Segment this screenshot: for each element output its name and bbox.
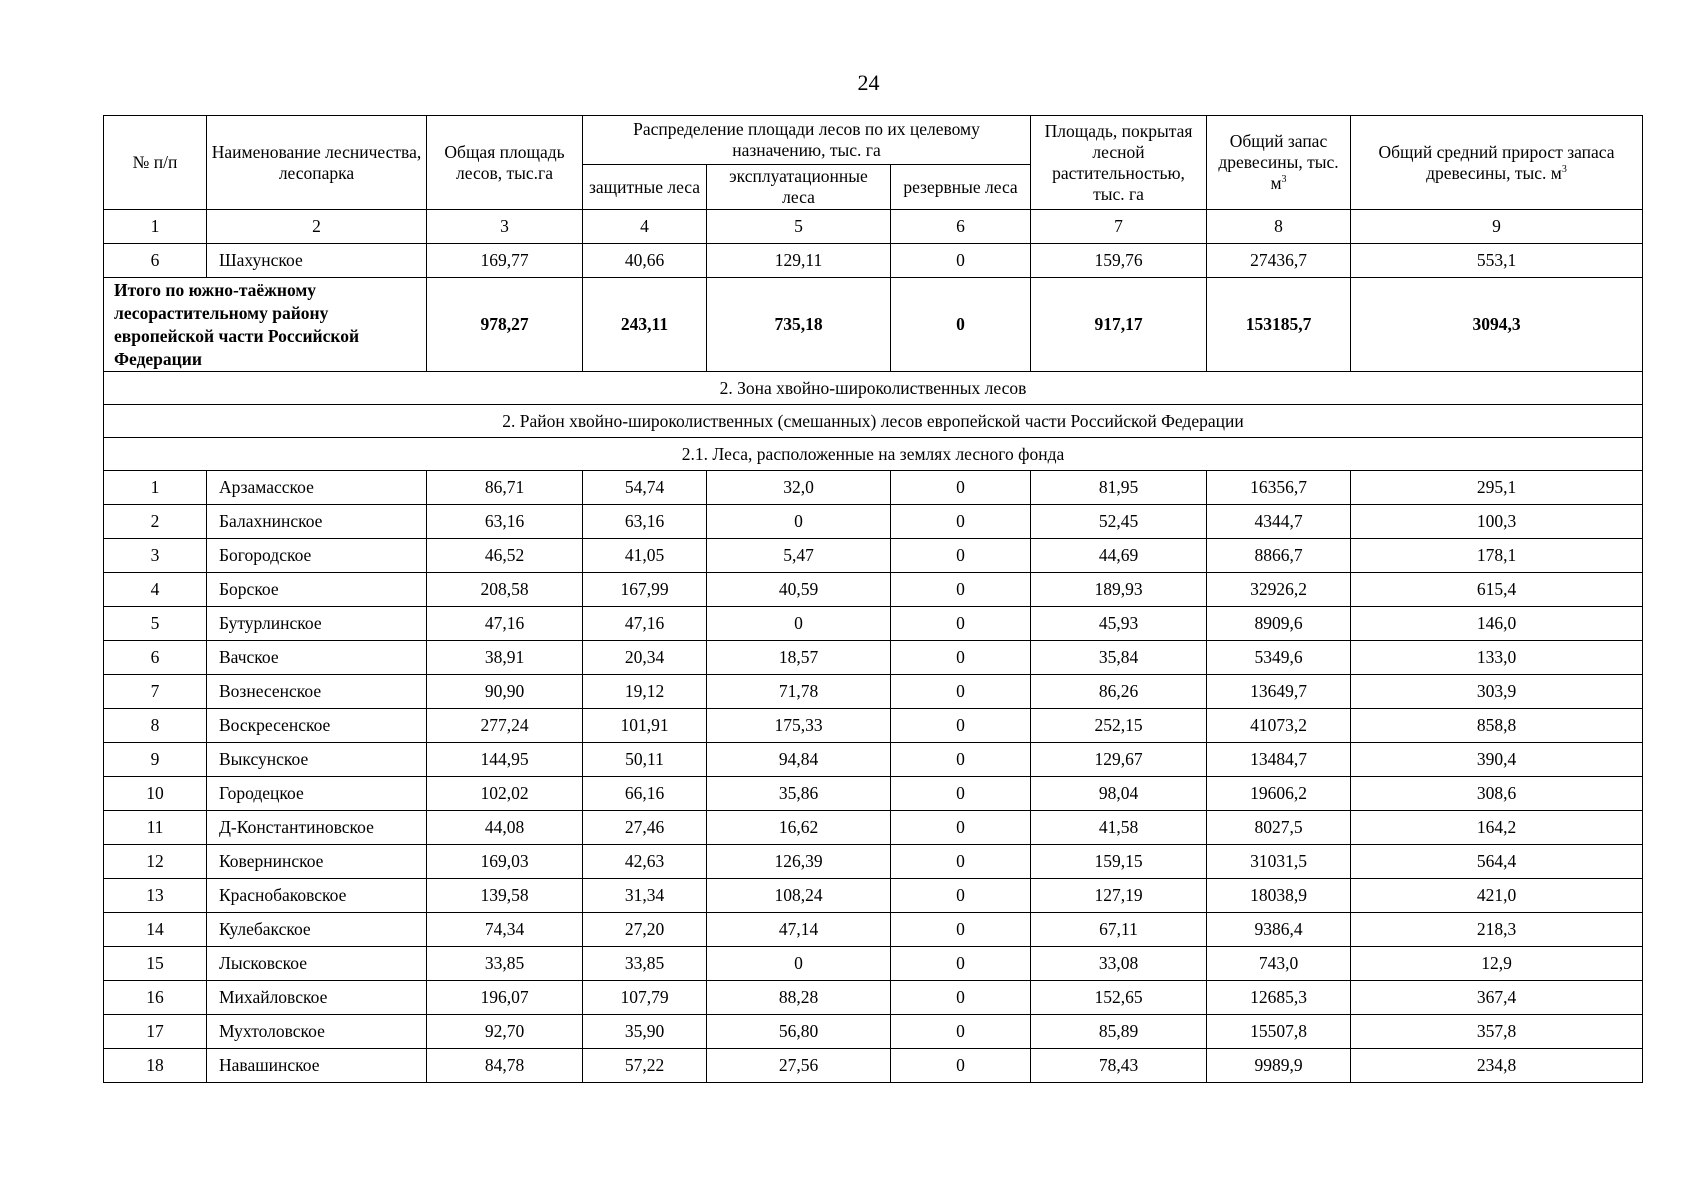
table-row — [104, 471, 1643, 505]
table-cell: 144,95 — [427, 743, 583, 777]
table-cell: 390,4 — [1351, 743, 1643, 777]
table-cell: 2 — [104, 505, 207, 539]
table-cell: 40,66 — [583, 244, 707, 278]
table-cell: 9989,9 — [1207, 1049, 1351, 1083]
header-protective: защитные леса — [583, 165, 707, 210]
column-number: 9 — [1351, 210, 1643, 244]
table-cell: 107,79 — [583, 981, 707, 1015]
table-cell: 74,34 — [427, 913, 583, 947]
forestry-name: Мухтоловское — [207, 1015, 427, 1049]
table-cell: 35,86 — [707, 777, 891, 811]
table-cell: 41,05 — [583, 539, 707, 573]
table-cell: 27,56 — [707, 1049, 891, 1083]
header-growth-text: Общий средний прирост запаса древесины, тыс. м — [1378, 141, 1615, 183]
table-cell: 277,24 — [427, 709, 583, 743]
table-cell: 81,95 — [1031, 471, 1207, 505]
table-cell: 47,16 — [427, 607, 583, 641]
table-cell: 0 — [891, 845, 1031, 879]
table-row — [104, 505, 1643, 539]
table-cell: 5 — [104, 607, 207, 641]
table-cell: 41,58 — [1031, 811, 1207, 845]
table-cell: 47,14 — [707, 913, 891, 947]
table-cell: 139,58 — [427, 879, 583, 913]
table-cell: 100,3 — [1351, 505, 1643, 539]
total-row — [104, 278, 1643, 372]
forestry-name: Михайловское — [207, 981, 427, 1015]
total-value: 153185,7 — [1207, 278, 1351, 372]
total-value: 243,11 — [583, 278, 707, 372]
table-cell: 5349,6 — [1207, 641, 1351, 675]
table-cell: 6 — [104, 244, 207, 278]
total-value: 0 — [891, 278, 1031, 372]
table-cell: 16356,7 — [1207, 471, 1351, 505]
table-cell: 33,85 — [583, 947, 707, 981]
table-cell: 85,89 — [1031, 1015, 1207, 1049]
table-cell: 0 — [891, 947, 1031, 981]
total-value: 978,27 — [427, 278, 583, 372]
table-cell: 63,16 — [583, 505, 707, 539]
table-cell: 167,99 — [583, 573, 707, 607]
table-cell: 133,0 — [1351, 641, 1643, 675]
table-cell: 8 — [104, 709, 207, 743]
table-cell: 743,0 — [1207, 947, 1351, 981]
table-cell: 66,16 — [583, 777, 707, 811]
forestry-name: Воскресенское — [207, 709, 427, 743]
header-reserve: резервные леса — [891, 165, 1031, 210]
table-row — [104, 641, 1643, 675]
forestry-name: Борское — [207, 573, 427, 607]
table-cell: 0 — [891, 471, 1031, 505]
table-cell: 0 — [891, 981, 1031, 1015]
table-cell: 615,4 — [1351, 573, 1643, 607]
forestry-name: Кулебакское — [207, 913, 427, 947]
table-cell: 0 — [891, 573, 1031, 607]
table-cell: 12685,3 — [1207, 981, 1351, 1015]
table-cell: 18038,9 — [1207, 879, 1351, 913]
table-cell: 71,78 — [707, 675, 891, 709]
table-cell: 0 — [891, 1015, 1031, 1049]
table-cell: 0 — [707, 947, 891, 981]
table-cell: 44,69 — [1031, 539, 1207, 573]
table-cell: 11 — [104, 811, 207, 845]
table-cell: 12,9 — [1351, 947, 1643, 981]
table-cell: 102,02 — [427, 777, 583, 811]
table-cell: 189,93 — [1031, 573, 1207, 607]
table-cell: 421,0 — [1351, 879, 1643, 913]
forestry-name: Бутурлинское — [207, 607, 427, 641]
table-cell: 0 — [891, 811, 1031, 845]
table-cell: 0 — [891, 913, 1031, 947]
forestry-name: Арзамасское — [207, 471, 427, 505]
table-cell: 5,47 — [707, 539, 891, 573]
forestry-name: Балахнинское — [207, 505, 427, 539]
table-cell: 90,90 — [427, 675, 583, 709]
column-number: 4 — [583, 210, 707, 244]
table-cell: 13 — [104, 879, 207, 913]
table-cell: 146,0 — [1351, 607, 1643, 641]
table-cell: 234,8 — [1351, 1049, 1643, 1083]
table-cell: 10 — [104, 777, 207, 811]
total-label: Итого по южно-таёжному лесорастительному району европейской части Российской Федерации — [104, 278, 427, 372]
table-cell: 47,16 — [583, 607, 707, 641]
forestry-name: Шахунское — [207, 244, 427, 278]
table-cell: 0 — [891, 777, 1031, 811]
table-cell: 45,93 — [1031, 607, 1207, 641]
total-value: 917,17 — [1031, 278, 1207, 372]
table-cell: 17 — [104, 1015, 207, 1049]
table-cell: 27,46 — [583, 811, 707, 845]
table-cell: 67,11 — [1031, 913, 1207, 947]
table-cell: 3 — [104, 539, 207, 573]
table-cell: 35,90 — [583, 1015, 707, 1049]
table-cell: 8909,6 — [1207, 607, 1351, 641]
table-cell: 8866,7 — [1207, 539, 1351, 573]
table-cell: 175,33 — [707, 709, 891, 743]
forestry-name: Лысковское — [207, 947, 427, 981]
table-cell: 0 — [891, 709, 1031, 743]
table-row — [104, 1015, 1643, 1049]
table-cell: 52,45 — [1031, 505, 1207, 539]
column-number: 7 — [1031, 210, 1207, 244]
table-cell: 44,08 — [427, 811, 583, 845]
column-number: 2 — [207, 210, 427, 244]
header-row — [104, 116, 1643, 165]
table-cell: 295,1 — [1351, 471, 1643, 505]
forest-table — [103, 115, 1643, 1083]
forestry-name: Городецкое — [207, 777, 427, 811]
table-cell: 357,8 — [1351, 1015, 1643, 1049]
table-body — [104, 116, 1643, 1083]
column-number-row — [104, 210, 1643, 244]
table-cell: 88,28 — [707, 981, 891, 1015]
table-cell: 12 — [104, 845, 207, 879]
table-cell: 4 — [104, 573, 207, 607]
table-cell: 858,8 — [1351, 709, 1643, 743]
table-cell: 86,26 — [1031, 675, 1207, 709]
forestry-name: Выксунское — [207, 743, 427, 777]
table-row — [104, 879, 1643, 913]
section-title: 2.1. Леса, расположенные на землях лесного фонда — [104, 438, 1643, 471]
table-cell: 78,43 — [1031, 1049, 1207, 1083]
table-cell: 84,78 — [427, 1049, 583, 1083]
section-row — [104, 405, 1643, 438]
section-title: 2. Район хвойно-широколиственных (смешанных) лесов европейской части Российской Федерации — [104, 405, 1643, 438]
table-cell: 564,4 — [1351, 845, 1643, 879]
table-cell: 164,2 — [1351, 811, 1643, 845]
table-row — [104, 981, 1643, 1015]
table-cell: 169,03 — [427, 845, 583, 879]
table-cell: 92,70 — [427, 1015, 583, 1049]
table-cell: 218,3 — [1351, 913, 1643, 947]
table-cell: 152,65 — [1031, 981, 1207, 1015]
table-cell: 0 — [891, 505, 1031, 539]
table-cell: 41073,2 — [1207, 709, 1351, 743]
forestry-name: Ковернинское — [207, 845, 427, 879]
table-row — [104, 1049, 1643, 1083]
table-cell: 9386,4 — [1207, 913, 1351, 947]
table-row — [104, 675, 1643, 709]
table-cell: 127,19 — [1031, 879, 1207, 913]
table-cell: 27436,7 — [1207, 244, 1351, 278]
table-cell: 367,4 — [1351, 981, 1643, 1015]
table-cell: 31031,5 — [1207, 845, 1351, 879]
table-row — [104, 777, 1643, 811]
unit-power: 3 — [1561, 163, 1567, 175]
forestry-name: Богородское — [207, 539, 427, 573]
table-cell: 14 — [104, 913, 207, 947]
table-cell: 42,63 — [583, 845, 707, 879]
table-cell: 20,34 — [583, 641, 707, 675]
table-cell: 553,1 — [1351, 244, 1643, 278]
section-title: 2. Зона хвойно-широколиственных лесов — [104, 372, 1643, 405]
table-cell: 16 — [104, 981, 207, 1015]
header-num: № п/п — [104, 116, 207, 210]
table-cell: 98,04 — [1031, 777, 1207, 811]
table-cell: 159,15 — [1031, 845, 1207, 879]
header-total-area: Общая площадь лесов, тыс.га — [427, 116, 583, 210]
table-cell: 50,11 — [583, 743, 707, 777]
table-cell: 0 — [891, 675, 1031, 709]
table-row — [104, 913, 1643, 947]
table-cell: 15507,8 — [1207, 1015, 1351, 1049]
table-cell: 33,85 — [427, 947, 583, 981]
section-row — [104, 372, 1643, 405]
table-cell: 126,39 — [707, 845, 891, 879]
table-cell: 0 — [891, 641, 1031, 675]
unit-power: 3 — [1281, 174, 1287, 186]
table-cell: 18 — [104, 1049, 207, 1083]
table-cell: 196,07 — [427, 981, 583, 1015]
table-cell: 0 — [891, 879, 1031, 913]
table-cell: 27,20 — [583, 913, 707, 947]
table-row — [104, 607, 1643, 641]
page-number: 24 — [857, 70, 880, 95]
column-number: 6 — [891, 210, 1031, 244]
table-cell: 308,6 — [1351, 777, 1643, 811]
total-value: 735,18 — [707, 278, 891, 372]
table-cell: 0 — [891, 539, 1031, 573]
table-cell: 13649,7 — [1207, 675, 1351, 709]
forestry-name: Д-Константиновское — [207, 811, 427, 845]
table-cell: 57,22 — [583, 1049, 707, 1083]
table-cell: 63,16 — [427, 505, 583, 539]
table-cell: 32,0 — [707, 471, 891, 505]
table-cell: 86,71 — [427, 471, 583, 505]
table-cell: 178,1 — [1351, 539, 1643, 573]
table-cell: 129,67 — [1031, 743, 1207, 777]
table-cell: 31,34 — [583, 879, 707, 913]
table-cell: 0 — [891, 607, 1031, 641]
table-cell: 19606,2 — [1207, 777, 1351, 811]
table-cell: 1 — [104, 471, 207, 505]
table-row — [104, 845, 1643, 879]
table-cell: 303,9 — [1351, 675, 1643, 709]
table-cell: 252,15 — [1031, 709, 1207, 743]
table-row — [104, 743, 1643, 777]
table-cell: 38,91 — [427, 641, 583, 675]
section-row — [104, 438, 1643, 471]
table-cell: 16,62 — [707, 811, 891, 845]
table-row — [104, 947, 1643, 981]
table-cell: 56,80 — [707, 1015, 891, 1049]
forestry-name: Краснобаковское — [207, 879, 427, 913]
table-cell: 4344,7 — [1207, 505, 1351, 539]
table-cell: 108,24 — [707, 879, 891, 913]
table-cell: 169,77 — [427, 244, 583, 278]
forestry-name: Вачское — [207, 641, 427, 675]
table-cell: 7 — [104, 675, 207, 709]
table-cell: 0 — [707, 607, 891, 641]
forestry-name: Навашинское — [207, 1049, 427, 1083]
forestry-name: Вознесенское — [207, 675, 427, 709]
table-row — [104, 709, 1643, 743]
table-cell: 54,74 — [583, 471, 707, 505]
header-covered-area: Площадь, покрытая лесной растительностью, тыс. га — [1031, 116, 1207, 210]
total-value: 3094,3 — [1351, 278, 1643, 372]
column-number: 1 — [104, 210, 207, 244]
table-cell: 159,76 — [1031, 244, 1207, 278]
table-cell: 0 — [891, 244, 1031, 278]
table-cell: 18,57 — [707, 641, 891, 675]
column-number: 5 — [707, 210, 891, 244]
header-name: Наименование лесничества, лесопарка — [207, 116, 427, 210]
table-cell: 19,12 — [583, 675, 707, 709]
header-wood-stock — [1207, 116, 1351, 210]
table-cell: 94,84 — [707, 743, 891, 777]
header-wood-stock-text: Общий запас древесины, тыс. м — [1218, 131, 1339, 193]
table-cell: 13484,7 — [1207, 743, 1351, 777]
table-cell: 8027,5 — [1207, 811, 1351, 845]
table-cell: 35,84 — [1031, 641, 1207, 675]
table-cell: 15 — [104, 947, 207, 981]
table-cell: 101,91 — [583, 709, 707, 743]
table-cell: 6 — [104, 641, 207, 675]
table-cell: 33,08 — [1031, 947, 1207, 981]
table-cell: 40,59 — [707, 573, 891, 607]
table-row — [104, 573, 1643, 607]
table-cell: 46,52 — [427, 539, 583, 573]
table-cell: 0 — [891, 1049, 1031, 1083]
table-row — [104, 244, 1643, 278]
header-exploitation: эксплуатационные леса — [707, 165, 891, 210]
column-number: 3 — [427, 210, 583, 244]
table-row — [104, 811, 1643, 845]
table-cell: 129,11 — [707, 244, 891, 278]
table-cell: 208,58 — [427, 573, 583, 607]
table-row — [104, 539, 1643, 573]
column-number: 8 — [1207, 210, 1351, 244]
header-growth — [1351, 116, 1643, 210]
header-distribution: Распределение площади лесов по их целевому назначению, тыс. га — [583, 116, 1031, 165]
table-cell: 0 — [891, 743, 1031, 777]
table-cell: 0 — [707, 505, 891, 539]
table-cell: 9 — [104, 743, 207, 777]
table-cell: 32926,2 — [1207, 573, 1351, 607]
